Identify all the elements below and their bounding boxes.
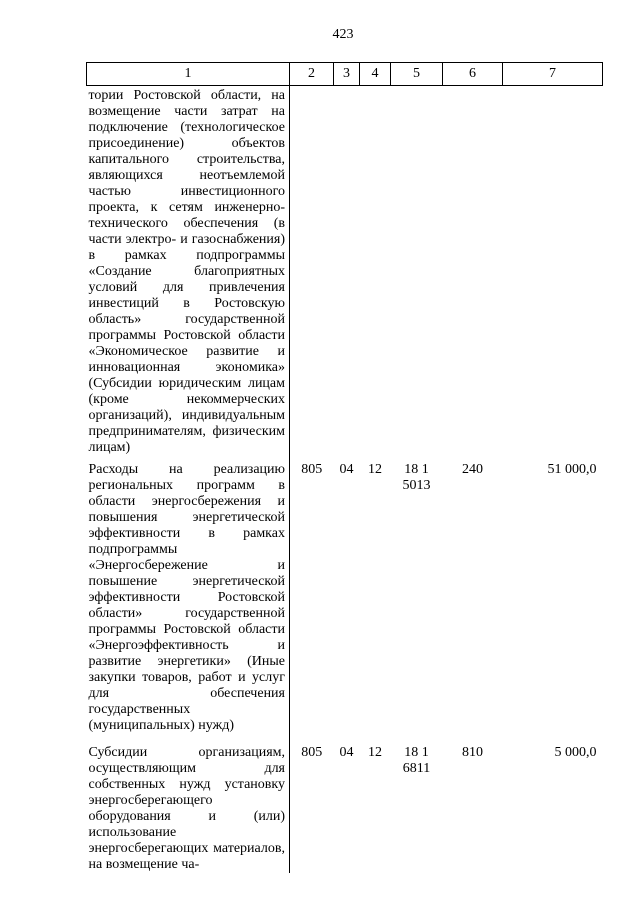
row-description: Расходы на реализацию региональных программ в области энергосбережения и повышения энергетической эффективности в рамках подпрограммы «Энергосбережение и повышение энергетической эффективности Ростовской области» государственной программы Ростовской области «Энергоэффективность и развитие энергетики» (Иные закупки товаров, работ и услуг для обеспечения государственных (муниципальных) нужд) <box>87 462 290 745</box>
column-header: 2 <box>290 63 334 86</box>
expense-type-code <box>443 86 503 463</box>
column-header: 1 <box>87 63 290 86</box>
section-code: 04 <box>339 745 354 760</box>
amount-value: 51 000,0 <box>547 462 597 477</box>
section-code <box>334 86 360 463</box>
table-row <box>87 86 603 463</box>
table-row <box>87 745 603 873</box>
table-row <box>87 462 603 745</box>
target-article-code <box>391 86 443 463</box>
expense-type-code: 810 <box>462 745 483 760</box>
ministry-code: 805 <box>301 462 323 477</box>
column-header: 5 <box>391 63 443 86</box>
budget-table <box>86 62 603 873</box>
expense-type-code: 240 <box>462 462 483 477</box>
column-header: 4 <box>360 63 391 86</box>
column-header: 6 <box>443 63 503 86</box>
amount-value: 5 000,0 <box>554 745 597 760</box>
column-header: 3 <box>334 63 360 86</box>
ministry-code <box>290 86 334 463</box>
target-article-code: 18 1 6811 <box>402 745 431 776</box>
table-header-row <box>87 63 603 86</box>
row-description: тории Ростовской области, на возмещение части затрат на подключение (технологическое присоединение) объектов капитального строительства, являющихся неотъемлемой частью инвестиционного проекта, к сетям инженерно-технического обеспечения (в части электро- и газоснабжения) в рамках подпрограммы «Создание благоприятных условий для привлечения инвестиций в Ростовскую область» государственной программы Ростовской области «Экономическое развитие и инновационная экономика» (Субсидии юридическим лицам (кроме некоммерческих организаций), индивидуальным предпринимателям, физическим лицам) <box>87 86 290 463</box>
subsection-code <box>360 86 391 463</box>
page-number: 423 <box>332 27 354 42</box>
target-article-code: 18 1 5013 <box>402 462 431 493</box>
amount-value <box>503 86 603 463</box>
subsection-code: 12 <box>368 462 382 477</box>
column-header: 7 <box>503 63 603 86</box>
row-description: Субсидии организациям, осуществляющим для собственных нужд установку энергосберегающего оборудования и (или) использование энергосберегающих материалов, на возмещение ча- <box>87 745 290 873</box>
section-code: 04 <box>339 462 354 477</box>
subsection-code: 12 <box>368 745 382 760</box>
ministry-code: 805 <box>301 745 323 760</box>
